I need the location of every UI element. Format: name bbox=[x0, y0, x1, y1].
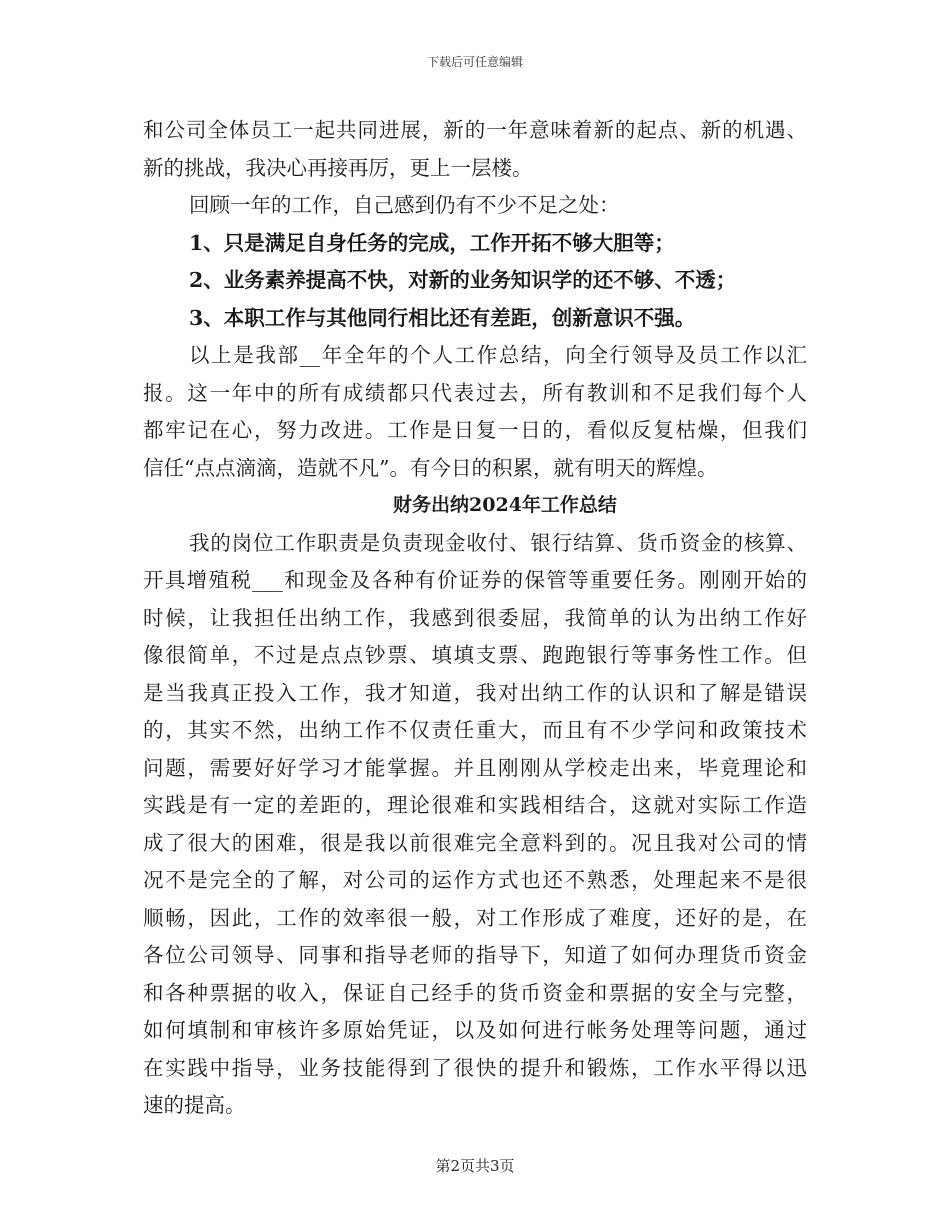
body-line: 问题，需要好好学习才能掌握。并且刚刚从学校走出来，毕竟理论和 bbox=[143, 755, 807, 780]
body-line: 和各种票据的收入，保证自己经手的货币资金和票据的安全与完整， bbox=[143, 980, 807, 1005]
body-line: 况不是完全的了解，对公司的运作方式也还不熟悉，处理起来不是很 bbox=[143, 868, 807, 892]
list-item-3: 3、本职工作与其他同行相比还有差距，创新意识不强。 bbox=[189, 305, 696, 330]
body-line: 的，其实不然，出纳工作不仅责任重大，而且有不少学问和政策技术 bbox=[143, 718, 807, 742]
body-line: 都牢记在心，努力改进。工作是日复一日的，看似反复枯燥，但我们 bbox=[143, 418, 807, 442]
page-footer: 第2页共3页 bbox=[435, 1157, 515, 1175]
body-line: 信任“点点滴滴，造就不凡”。有今日的积累，就有明天的辉煌。 bbox=[143, 455, 718, 480]
list-item-1: 1、只是满足自身任务的完成，工作开拓不够大胆等； bbox=[189, 230, 675, 255]
body-line: 回顾一年的工作，自己感到仍有不少不足之处： bbox=[189, 193, 620, 217]
section-title: 财务出纳2024年工作总结 bbox=[393, 494, 617, 516]
body-line: 以上是我部__年全年的个人工作总结，向全行领导及员工作以汇 bbox=[189, 343, 807, 367]
body-line: 和公司全体员工一起共同进展，新的一年意味着新的起点、新的机遇、 bbox=[143, 118, 807, 142]
body-line: 速的提高。 bbox=[143, 1093, 246, 1117]
body-line: 我的岗位工作职责是负责现金收付、银行结算、货币资金的核算、 bbox=[189, 530, 807, 555]
document-body bbox=[143, 112, 807, 1125]
body-line: 是当我真正投入工作，我才知道，我对出纳工作的认识和了解是错误 bbox=[143, 680, 807, 705]
body-line: 实践是有一定的差距的，理论很难和实践相结合，这就对实际工作造 bbox=[143, 793, 807, 817]
body-line: 新的挑战，我决心再接再厉，更上一层楼。 bbox=[143, 155, 533, 180]
body-line: 报。这一年中的所有成绩都只代表过去，所有教训和不足我们每个人 bbox=[143, 380, 807, 405]
page-header: 下载后可任意编辑 bbox=[426, 55, 523, 69]
list-item-2: 2、业务素养提高不快，对新的业务知识学的还不够、不透； bbox=[189, 268, 737, 292]
body-line: 各位公司领导、同事和指导老师的指导下，知道了如何办理货币资金 bbox=[143, 943, 807, 967]
body-line: 像很简单，不过是点点钞票、填填支票、跑跑银行等事务性工作。但 bbox=[143, 643, 807, 667]
body-line: 在实践中指导，业务技能得到了很快的提升和锻炼，工作水平得以迅 bbox=[143, 1055, 807, 1080]
body-line: 如何填制和审核许多原始凭证，以及如何进行帐务处理等问题，通过 bbox=[143, 1018, 807, 1042]
body-line: 顺畅，因此，工作的效率很一般，对工作形成了难度，还好的是，在 bbox=[143, 905, 807, 930]
body-line: 时候，让我担任出纳工作，我感到很委屈，我简单的认为出纳工作好 bbox=[143, 605, 807, 630]
body-line: 开具增殖税___和现金及各种有价证券的保管等重要任务。刚刚开始的 bbox=[143, 568, 807, 592]
body-line: 成了很大的困难，很是我以前很难完全意料到的。况且我对公司的情 bbox=[143, 830, 807, 855]
